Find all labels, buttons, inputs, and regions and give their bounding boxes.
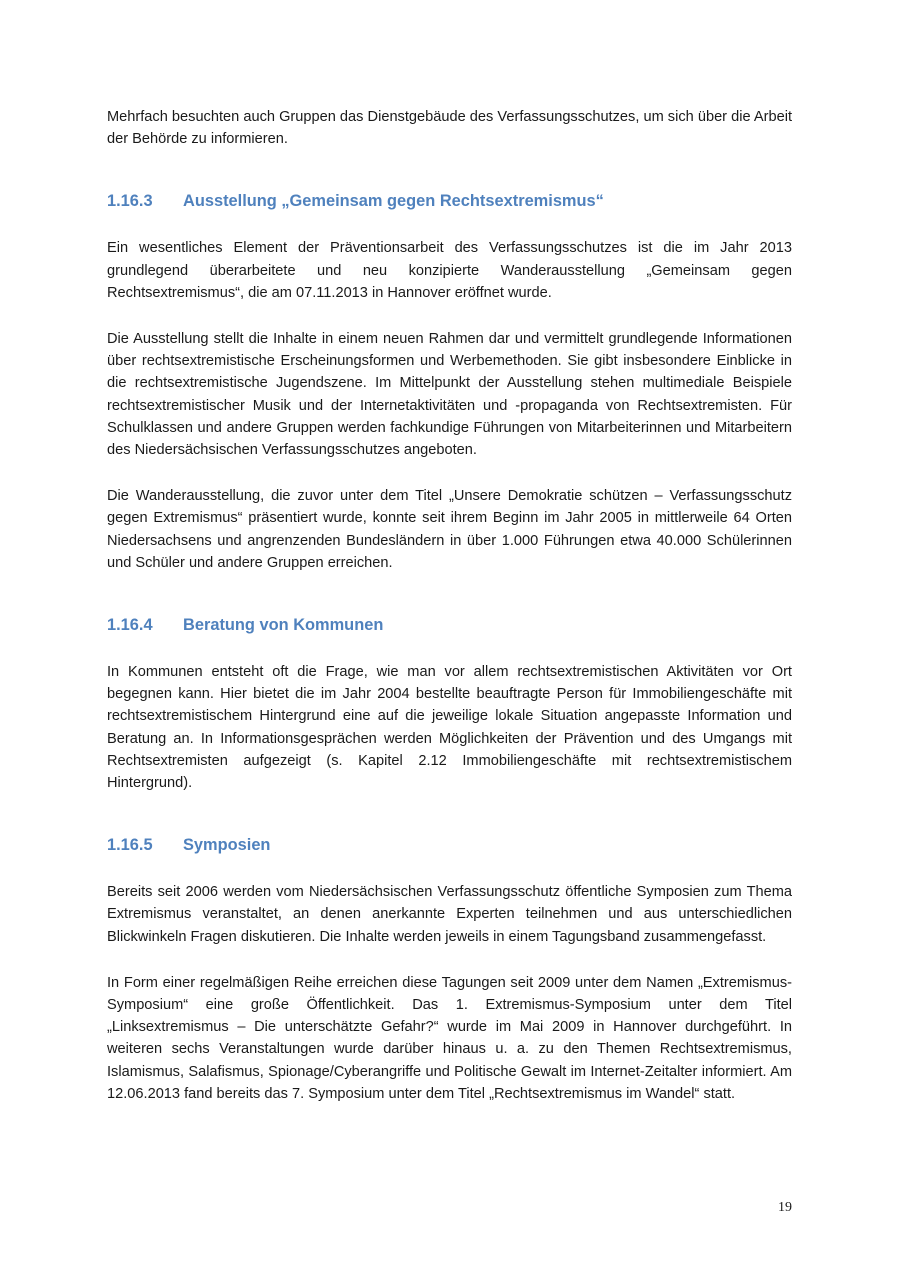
section-number: 1.16.5 bbox=[107, 836, 153, 855]
intro-paragraph: Mehrfach besuchten auch Gruppen das Dienstgebäude des Verfassungsschutzes, um sich über die Arbeit der Behörde zu informieren. bbox=[107, 109, 792, 148]
section-number: 1.16.4 bbox=[107, 616, 153, 635]
section-title: Symposien bbox=[183, 836, 271, 855]
document-page bbox=[107, 106, 792, 1105]
section-heading-1-16-5 bbox=[107, 834, 792, 856]
body-paragraph: Ein wesentliches Element der Präventionsarbeit des Verfassungsschutzes ist die im Jahr 2013 grundlegend überarbeitete und neu konzipierte Wanderausstellung „Gemeinsam gegen Rechtsextremismus“, die am 07.11.2013 in Hannover eröffnet wurde. bbox=[107, 240, 792, 301]
section-title: Ausstellung „Gemeinsam gegen Rechtsextremismus“ bbox=[183, 192, 604, 211]
body-paragraph: In Kommunen entsteht oft die Frage, wie man vor allem rechtsextremistischen Aktivitäten vor Ort begegnen kann. Hier bietet die im Jahr 2004 bestellte beauftragte Person für Immobiliengeschäfte mit rechtsextremistischem Hintergrund eine auf die jeweilige lokale Situation angepasste Information und Beratung an. In Informationsgesprächen werden Möglichkeiten der Prävention und des Umgangs mit Rechtsextremisten aufgezeigt (s. Kapitel 2.12 Immobiliengeschäfte mit rechtsextremistischem Hintergrund). bbox=[107, 664, 792, 792]
section-number: 1.16.3 bbox=[107, 192, 153, 211]
section-title: Beratung von Kommunen bbox=[183, 616, 384, 635]
body-paragraph: Die Wanderausstellung, die zuvor unter dem Titel „Unsere Demokratie schützen – Verfassungsschutz gegen Extremismus“ präsentiert wurde, konnte seit ihrem Beginn im Jahr 2005 in mittlerweile 64 Orten Niedersachsens und angrenzenden Bundesländern in über 1.000 Führungen etwa 40.000 Schülerinnen und Schüler und andere Gruppen erreichen. bbox=[107, 488, 792, 571]
body-paragraph: Bereits seit 2006 werden vom Niedersächsischen Verfassungsschutz öffentliche Symposien zum Thema Extremismus veranstaltet, an denen anerkannte Experten teilnehmen und aus unterschiedlichen Blickwinkeln Fragen diskutieren. Die Inhalte werden jeweils in einem Tagungsband zusammengefasst. bbox=[107, 884, 792, 945]
body-paragraph: Die Ausstellung stellt die Inhalte in einem neuen Rahmen dar und vermittelt grundlegende Informationen über rechtsextremistische Erscheinungsformen und Werbemethoden. Sie gibt insbesondere Einblicke in die rechtsextremistische Jugendszene. Im Mittelpunkt der Ausstellung stehen multimediale Beispiele rechtsextremistischer Musik und der Internetaktivitäten und -propaganda von Rechtsextremisten. Für Schulklassen und andere Gruppen werden fachkundige Führungen von Mitarbeiterinnen und Mitarbeitern des Niedersächsischen Verfassungsschutzes angeboten. bbox=[107, 331, 792, 459]
section-heading-1-16-3 bbox=[107, 190, 792, 212]
section-heading-1-16-4 bbox=[107, 614, 792, 636]
body-paragraph: In Form einer regelmäßigen Reihe erreichen diese Tagungen seit 2009 unter dem Namen „Extremismus-Symposium“ eine große Öffentlichkeit. Das 1. Extremismus-Symposium unter dem Titel „Linksextremismus – Die unterschätzte Gefahr?“ wurde im Mai 2009 in Hannover durchgeführt. In weiteren sechs Veranstaltungen wurde darüber hinaus u. a. zu den Themen Rechtsextremismus, Islamismus, Salafismus, Spionage/Cyberangriffe und Politische Gewalt im Internet-Zeitalter informiert. Am 12.06.2013 fand bereits das 7. Symposium unter dem Titel „Rechtsextremismus im Wandel“ statt. bbox=[107, 974, 792, 1102]
page-number: 19 bbox=[778, 1200, 792, 1215]
